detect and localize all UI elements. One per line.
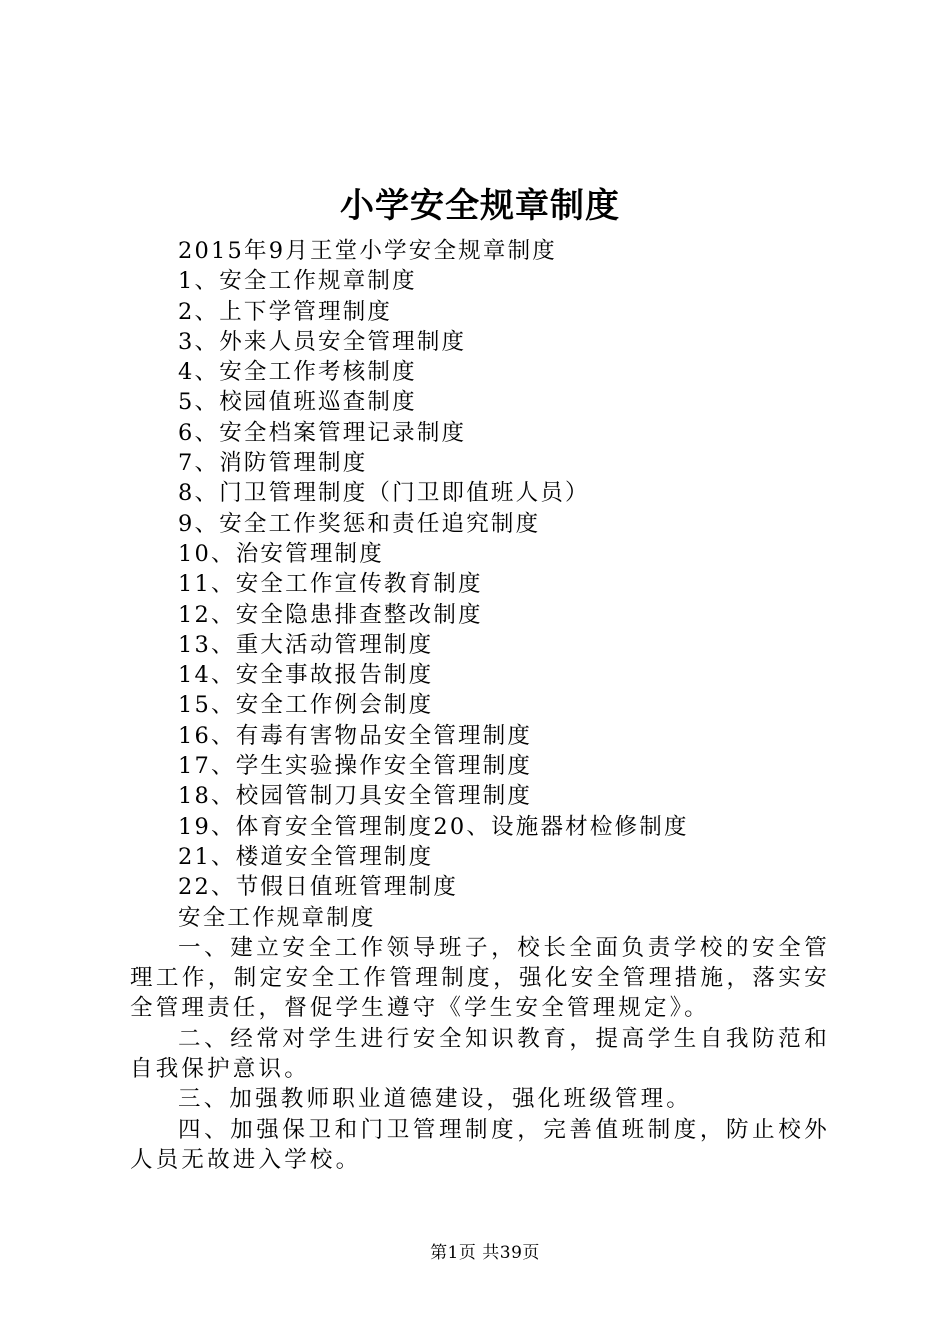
list-item: 8、门卫管理制度（门卫即值班人员） (178, 480, 590, 507)
list-item: 5、校园值班巡查制度 (178, 389, 417, 416)
list-item: 22、节假日值班管理制度 (178, 874, 459, 901)
list-item: 6、安全档案管理记录制度 (178, 419, 467, 446)
list-item: 4、安全工作考核制度 (178, 359, 417, 386)
list-item: 3、外来人员安全管理制度 (178, 328, 467, 355)
list-item: 21、楼道安全管理制度 (178, 843, 434, 870)
list-item: 13、重大活动管理制度 (178, 631, 434, 658)
subtitle-line: 2015年9月王堂小学安全规章制度 (178, 238, 557, 264)
list-item: 12、安全隐患排查整改制度 (178, 601, 483, 628)
paragraph: 一、建立安全工作领导班子，校长全面负责学校的安全管理工作，制定安全工作管理制度，强化安全管理措施，落实安全管理责任，督促学生遵守《学生安全管理规定》。 (130, 934, 830, 1022)
paragraph: 二、经常对学生进行安全知识教育，提高学生自我防范和自我保护意识。 (130, 1025, 830, 1083)
regulation-list (130, 266, 830, 902)
list-item: 11、安全工作宣传教育制度 (178, 571, 483, 598)
list-item: 14、安全事故报告制度 (178, 662, 434, 689)
document-title: 小学安全规章制度 (340, 186, 620, 226)
list-item: 16、有毒有害物品安全管理制度 (178, 722, 533, 749)
paragraph: 四、加强保卫和门卫管理制度，完善值班制度，防止校外人员无故进入学校。 (130, 1116, 830, 1173)
list-item: 10、治安管理制度 (178, 540, 384, 567)
page-footer: 第1页 共39页 (430, 1243, 540, 1263)
list-item: 1、安全工作规章制度 (178, 268, 417, 295)
document-body (130, 236, 830, 1175)
list-item: 7、消防管理制度 (178, 450, 368, 477)
list-item: 15、安全工作例会制度 (178, 692, 434, 719)
list-item: 2、上下学管理制度 (178, 298, 393, 325)
list-item: 9、安全工作奖惩和责任追究制度 (178, 510, 541, 537)
list-item: 18、校园管制刀具安全管理制度 (178, 783, 533, 810)
list-item: 19、体育安全管理制度20、设施器材检修制度 (178, 813, 689, 840)
paragraph: 三、加强教师职业道德建设，强化班级管理。 (178, 1086, 693, 1113)
list-item: 17、学生实验操作安全管理制度 (178, 753, 533, 780)
section-heading: 安全工作规章制度 (178, 904, 376, 931)
